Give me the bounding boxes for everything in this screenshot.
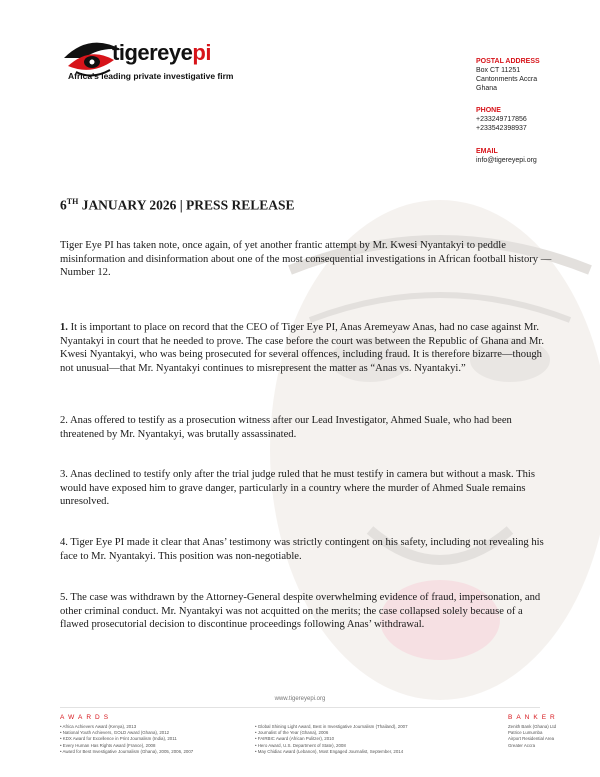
- award-item: • May Chidiac Award (Lebanon), Most Engaged Journalist, September, 2014: [255, 749, 495, 755]
- banker-line: Patrice Lumumba: [508, 730, 543, 736]
- banker-details: [508, 724, 588, 749]
- brand-name: tigereye: [112, 40, 193, 65]
- heading-day: 6: [60, 197, 67, 213]
- postal-line: Cantonments Accra: [476, 76, 538, 83]
- paragraph-2: 2. Anas offered to testify as a prosecution witness after our Lead Investigator, Ahmed Suale, who had been threatened by Mr. Nyantakyi, was brutally assassinated.: [60, 415, 512, 440]
- award-item: • Every Human Has Rights Award (France), 2008: [60, 743, 260, 749]
- press-release-heading: [60, 197, 294, 214]
- paragraph-1: [60, 321, 552, 375]
- email-label: EMAIL: [476, 148, 498, 155]
- paragraph-5: 5. The case was withdrawn by the Attorney-General despite overwhelming evidence of fraud, impersonation, and other criminal conduct. Mr. Nyantakyi was not acquitted on the merits; the case collapsed solely because of a flawed prosecutorial decision to discontinue proceedings following Anas’ withdrawal.: [60, 592, 541, 631]
- awards-title: AWARDS: [60, 714, 113, 721]
- intro-paragraph: Tiger Eye PI has taken note, once again, of yet another frantic attempt by Mr. Kwesi Nyantakyi to peddle misinformation and disinformation about one of the most consequential investigations in African football history — Number 12.: [60, 240, 552, 279]
- award-item: • Hero Award, U.S. Department of State), 2008: [255, 743, 495, 749]
- paragraph-1-number: 1.: [60, 322, 68, 333]
- contact-block: [476, 57, 596, 178]
- banker-title: BANKER: [508, 714, 559, 721]
- heading-text: JANUARY 2026 | PRESS RELEASE: [78, 197, 295, 213]
- phone-label: PHONE: [476, 107, 501, 114]
- award-item: • Africa Achievers Award (Kenya), 2013: [60, 724, 260, 730]
- award-item: • Award for Best Investigative Journalism (Ghana), 2005, 2006, 2007: [60, 749, 260, 755]
- footer-divider: [60, 707, 540, 708]
- brand-accent: pi: [192, 40, 211, 65]
- postal-label: POSTAL ADDRESS: [476, 58, 540, 65]
- postal-line: Ghana: [476, 85, 498, 92]
- email-address[interactable]: info@tigereyepi.org: [476, 157, 537, 164]
- award-item: • FAIRBIC Award (African Pulitzer), 2010: [255, 736, 495, 742]
- postal-line: Box CT 11251: [476, 67, 521, 74]
- heading-day-suffix: TH: [66, 197, 79, 206]
- award-item: • Global Shining Light Award, Best in Investigative Journalism (Thailand), 2007: [255, 724, 495, 730]
- award-item: • KDX Award for Excellence in Print Journalism (India), 2011: [60, 736, 260, 742]
- brand-wordmark: [112, 40, 211, 66]
- footer-website[interactable]: www.tigereyepi.org: [274, 696, 326, 702]
- phone-number: +233249717856: [476, 116, 527, 123]
- award-item: • National Youth Achievers, GOLD Award (Ghana), 2012: [60, 730, 260, 736]
- paragraph-3: 3. Anas declined to testify only after the trial judge ruled that he must testify in camera but without a mask. This would have exposed him to grave danger, particularly in a country where the murder of Ahmed Suale remains unresolved.: [60, 469, 535, 508]
- banker-line: Zenith Bank (Ghana) Ltd: [508, 724, 557, 729]
- paragraph-4: 4. Tiger Eye PI made it clear that Anas’ testimony was strictly contingent on his safety, including not revealing his face to Mr. Nyantakyi. This position was non-negotiable.: [60, 537, 544, 562]
- awards-list-left: [60, 724, 260, 755]
- tagline: Africa's leading private investigative firm: [68, 71, 234, 81]
- banker-line: Airport Residential Area: [508, 736, 555, 742]
- banker-line: Greater Accra: [508, 742, 536, 748]
- paragraph-1-text: It is important to place on record that the CEO of Tiger Eye PI, Anas Aremeyaw Anas, had no case against Mr. Nyantakyi in court that he needed to prove. The case before the court was between the Republic of Ghana and Mr. Kwesi Nyantakyi, who was being prosecuted for several offences, including fraud. It is therefore bizarre—though not unusual—that Mr. Nyantakyi continues to misrepresent the matter as “Anas vs. Nyantakyi.”: [60, 322, 545, 374]
- phone-number: +233542398937: [476, 125, 527, 132]
- award-item: • Journalist of the Year (Ghana), 2006: [255, 730, 495, 736]
- awards-list-right: [255, 724, 495, 755]
